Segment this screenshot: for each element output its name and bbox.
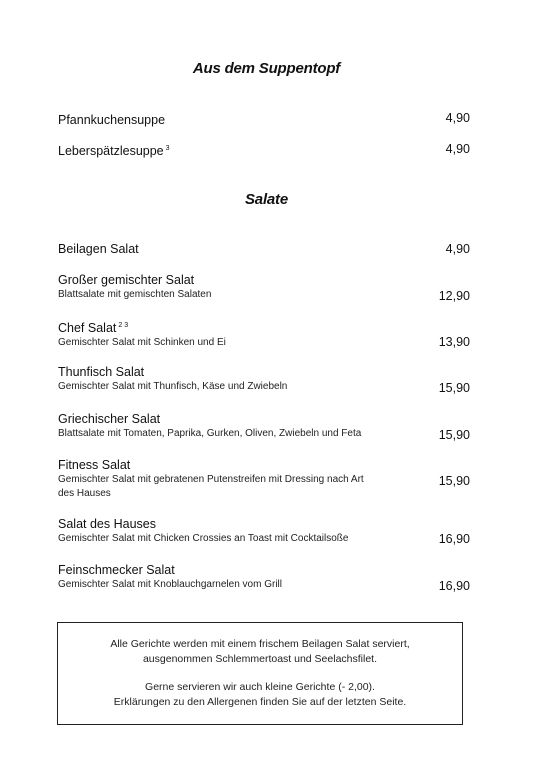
item-price: 15,90 bbox=[438, 381, 470, 395]
item-price: 16,90 bbox=[438, 579, 470, 593]
item-name: Griechischer Salat bbox=[58, 412, 161, 426]
menu-item-salad bbox=[58, 364, 470, 394]
notice-line: ausgenommen Schlemmertoast und Seelachsfilet. bbox=[142, 653, 378, 665]
item-description: Gemischter Salat mit Schinken und Ei bbox=[58, 337, 226, 348]
section-title-soups: Aus dem Suppentopf bbox=[192, 60, 341, 77]
allergen-marker: 2 3 bbox=[118, 322, 129, 329]
menu-item-salad bbox=[58, 272, 470, 302]
menu-item-salad bbox=[58, 318, 470, 350]
item-description: Blattsalate mit gemischten Salaten bbox=[58, 289, 212, 300]
notice-line: Alle Gerichte werden mit einem frischem Beilagen Salat serviert, bbox=[110, 638, 410, 650]
notice-box bbox=[57, 622, 463, 725]
item-name: Chef Salat $^{2 3}$ bbox=[58, 321, 129, 335]
item-description: Blattsalate mit Tomaten, Paprika, Gurken, Oliven, Zwiebeln und Feta bbox=[58, 428, 362, 439]
item-price: 16,90 bbox=[438, 532, 470, 546]
item-price: 15,90 bbox=[438, 428, 470, 442]
menu-item-soup bbox=[58, 141, 470, 159]
item-name: Salat des Hauses bbox=[58, 517, 156, 531]
item-price: 4,90 bbox=[445, 142, 470, 156]
menu-item-salad bbox=[58, 411, 470, 441]
item-price: 13,90 bbox=[438, 335, 470, 349]
item-name: Großer gemischter Salat bbox=[58, 273, 195, 287]
item-price: 12,90 bbox=[438, 289, 470, 303]
item-name: Leberspätzlesuppe $^3$ bbox=[58, 144, 170, 158]
item-price: 15,90 bbox=[438, 474, 470, 488]
item-name: Feinschmecker Salat bbox=[58, 563, 175, 577]
notice-line: Gerne servieren wir auch kleine Gerichte (- 2,00). bbox=[145, 681, 375, 693]
item-description: Gemischter Salat mit Chicken Crossies an Toast mit Cocktailsoße bbox=[58, 533, 349, 544]
allergen-marker: 3 bbox=[165, 145, 170, 152]
section-title-salads: Salate bbox=[245, 191, 288, 208]
item-price: 4,90 bbox=[445, 242, 470, 256]
item-description: Gemischter Salat mit Thunfisch, Käse und Zwiebeln bbox=[58, 381, 288, 392]
item-price: 4,90 bbox=[445, 111, 470, 125]
item-description: Gemischter Salat mit Knoblauchgarnelen vom Grill bbox=[58, 579, 282, 590]
menu-item-salad bbox=[58, 457, 470, 501]
item-name: Fitness Salat bbox=[58, 458, 131, 472]
menu-item-soup bbox=[58, 110, 470, 128]
item-name: Thunfisch Salat bbox=[58, 365, 145, 379]
item-name: Pfannkuchensuppe bbox=[58, 113, 166, 127]
menu-item-salad bbox=[58, 516, 470, 546]
notice-line: Erklärungen zu den Allergenen finden Sie auf der letzten Seite. bbox=[113, 696, 407, 708]
menu-item-salad bbox=[58, 241, 470, 257]
item-name: Beilagen Salat bbox=[58, 242, 139, 256]
menu-item-salad bbox=[58, 562, 470, 592]
item-description: Gemischter Salat mit gebratenen Putenstreifen mit Dressing nach Art des Hauses bbox=[58, 474, 364, 499]
